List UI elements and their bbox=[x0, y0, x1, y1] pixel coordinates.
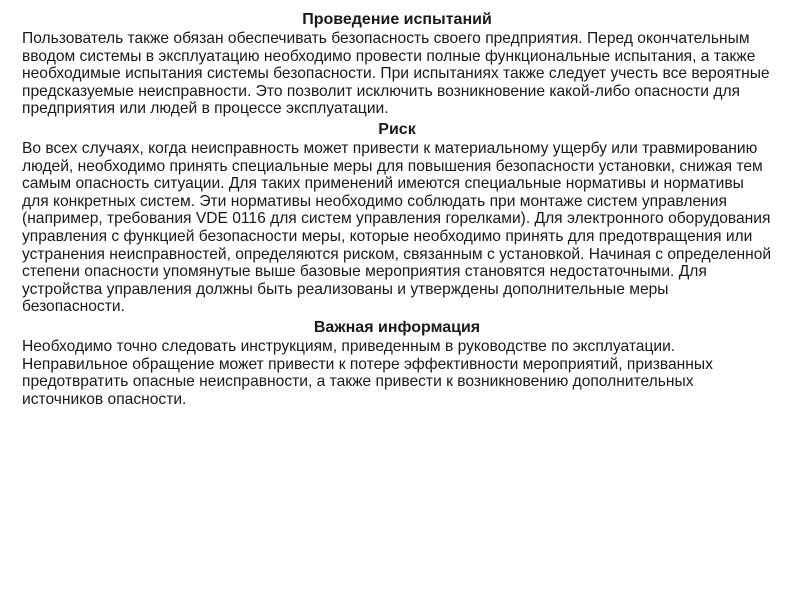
section-heading-important-info: Важная информация bbox=[313, 318, 481, 336]
section-text-testing: Пользователь также обязан обеспечивать безопасность своего предприятия. Перед окончательным вводом системы в эксплуатацию необходимо провести полные функциональные испытания, а также необходимые испытания системы безопасности. При испытаниях также следует учесть все вероятные предсказуемые неисправности. Это позволит исключить возникновение какой-либо опасности для предприятия или людей в процессе эксплуатации. bbox=[22, 30, 770, 118]
section-text-important-info: Необходимо точно следовать инструкциям, приведенным в руководстве по эксплуатации. Неправильное обращение может привести к потере эффективности мероприятий, призванных предотвратить опасные неисправности, а также привести к возникновению дополнительных источников опасности. bbox=[22, 337, 713, 408]
section-heading-testing: Проведение испытаний bbox=[302, 11, 492, 28]
section-text-risk: Во всех случаях, когда неисправность может привести к материальному ущербу или травмированию людей, необходимо принять специальные меры для повышения безопасности установки, снижая тем самым опасность ситуации. Для таких применений имеются специальные нормативы и нормативы для конкретных систем. Эти нормативы необходимо соблюдать при монтаже систем управления (например, требования VDE 0116 для систем управления горелками). Для электронного оборудования управления с функцией безопасности меры, которые необходимо принять для предотвращения или устранения неисправностей, определяются риском, связанным с установкой. Начиная с определенной степени опасности упомянутые выше базовые мероприятия становятся недостаточными. Для устройства управления должны быть реализованы и утверждены дополнительные меры безопасности. bbox=[22, 139, 772, 316]
section-heading-risk: Риск bbox=[378, 120, 416, 138]
